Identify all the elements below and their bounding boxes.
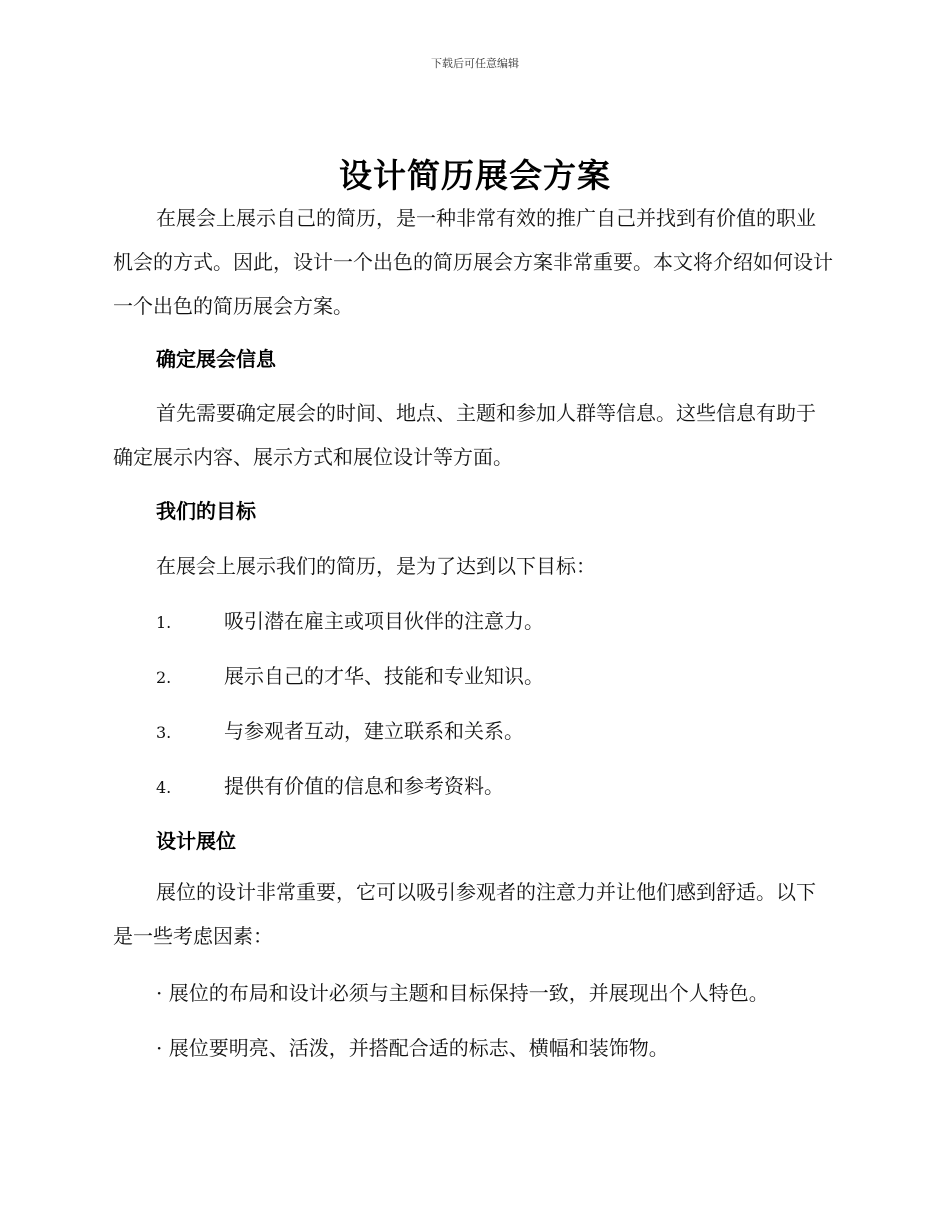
list-number: 2. xyxy=(156,668,172,687)
list-number: 4. xyxy=(156,778,172,797)
goal-list-item xyxy=(156,716,524,746)
section-heading-event-info: 确定展会信息 xyxy=(156,347,276,371)
list-text: 提供有价值的信息和参考资料。 xyxy=(224,774,504,798)
goal-list-item xyxy=(156,661,544,691)
section-heading-goals: 我们的目标 xyxy=(156,499,256,523)
list-text: 吸引潜在雇主或项目伙伴的注意力。 xyxy=(224,609,544,633)
bullet-item: · 展位的布局和设计必须与主题和目标保持一致，并展现出个人特色。 xyxy=(156,981,769,1005)
list-text: 展示自己的才华、技能和专业知识。 xyxy=(224,664,544,688)
goal-list-item xyxy=(156,606,544,636)
list-text: 与参观者互动，建立联系和关系。 xyxy=(224,719,524,743)
list-number: 1. xyxy=(156,613,172,632)
section-paragraph-goals: 在展会上展示我们的简历，是为了达到以下目标： xyxy=(156,554,596,578)
bullet-item: · 展位要明亮、活泼，并搭配合适的标志、横幅和装饰物。 xyxy=(156,1036,669,1060)
header-note: 下载后可任意编辑 xyxy=(431,57,519,70)
goal-list-item xyxy=(156,771,504,801)
section-heading-booth-design: 设计展位 xyxy=(156,829,236,853)
section-paragraph-booth-design: 展位的设计非常重要，它可以吸引参观者的注意力并让他们感到舒适。以下是一些考虑因素： xyxy=(113,880,816,948)
list-number: 3. xyxy=(156,723,172,742)
intro-paragraph: 在展会上展示自己的简历，是一种非常有效的推广自己并找到有价值的职业机会的方式。因此，设计一个出色的简历展会方案非常重要。本文将介绍如何设计一个出色的简历展会方案。 xyxy=(113,206,833,318)
section-paragraph-event-info: 首先需要确定展会的时间、地点、主题和参加人群等信息。这些信息有助于确定展示内容、展示方式和展位设计等方面。 xyxy=(113,401,816,469)
document-title: 设计简历展会方案 xyxy=(339,156,611,195)
